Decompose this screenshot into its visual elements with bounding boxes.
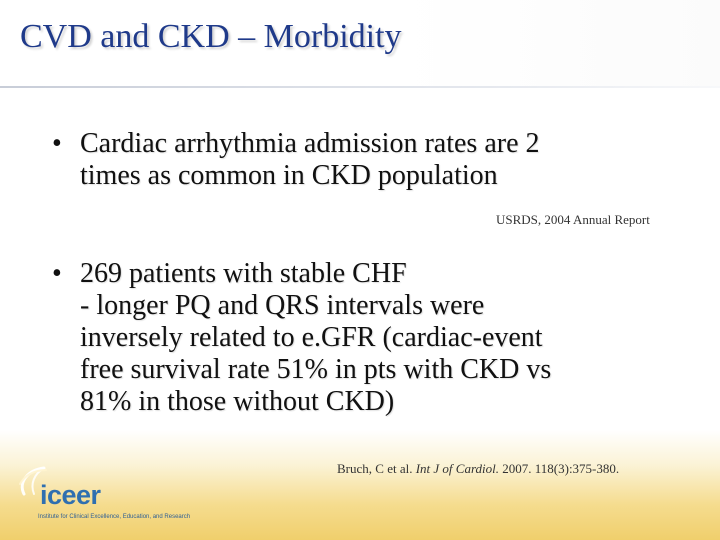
bullet-2-line-5: 81% in those without CKD) bbox=[80, 386, 395, 417]
logo-wordmark: iceer bbox=[40, 480, 101, 510]
bullet-2-line-1: 269 patients with stable CHF bbox=[80, 258, 407, 289]
citation-journal: Int J of Cardiol. bbox=[415, 461, 500, 476]
bullet-marker: • bbox=[52, 128, 62, 159]
slide-title: CVD and CKD – Morbidity bbox=[20, 18, 402, 55]
title-divider bbox=[0, 86, 720, 88]
bullet-2-text bbox=[80, 258, 680, 418]
bullet-2-line-3: inversely related to e.GFR (cardiac-event bbox=[80, 322, 543, 353]
bullet-marker: • bbox=[52, 258, 62, 289]
bullet-2-line-4: free survival rate 51% in pts with CKD vs bbox=[80, 354, 552, 385]
citation-authors: Bruch, C et al. bbox=[337, 461, 416, 476]
bullet-1-text bbox=[80, 128, 680, 192]
iceer-logo bbox=[14, 462, 214, 526]
citation-details: 2007. 118(3):375-380. bbox=[499, 461, 620, 476]
logo-tagline: Institute for Clinical Excellence, Education, and Research bbox=[38, 514, 191, 520]
bullet-2-citation bbox=[337, 461, 619, 477]
bullet-1-line-1: Cardiac arrhythmia admission rates are 2 bbox=[80, 128, 540, 159]
bullet-2-line-2: - longer PQ and QRS intervals were bbox=[80, 290, 485, 321]
bullet-1-line-2: times as common in CKD population bbox=[80, 160, 498, 191]
bullet-1-citation: USRDS, 2004 Annual Report bbox=[496, 212, 650, 227]
